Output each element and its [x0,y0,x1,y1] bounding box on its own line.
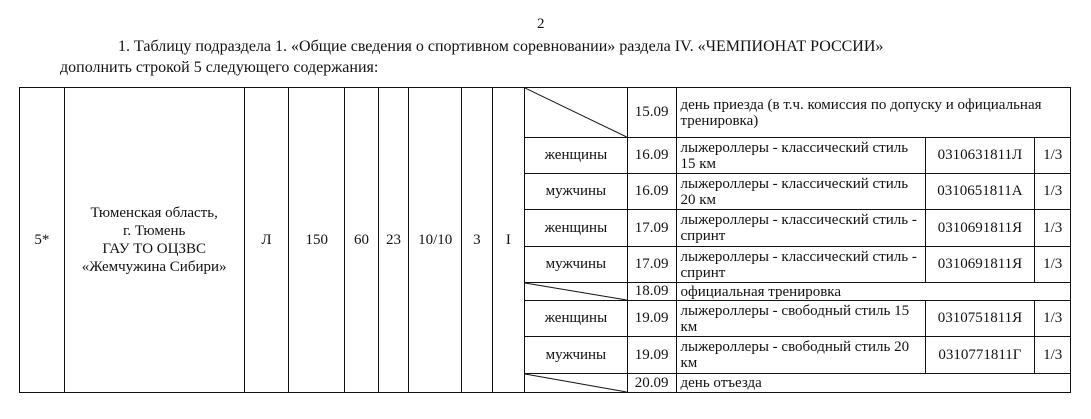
date-cell: 16.09 [627,174,676,210]
cell-col4: 150 [289,88,345,393]
discipline-code: 0310651811А [925,174,1035,210]
count-cell: 1/3 [1035,210,1071,247]
date-cell: 19.09 [627,337,676,374]
count-cell: 1/3 [1035,337,1071,374]
sex-cell: женщины [525,301,628,337]
intro-line-2: дополнить строкой 5 следующего содержания: [60,59,379,76]
sex-cell: женщины [525,210,628,247]
cell-col5: 60 [345,88,379,393]
discipline-code: 0310691811Я [925,247,1035,283]
cell-col7: 10/10 [409,88,462,393]
intro-line-1: 1. Таблицу подраздела 1. «Общие сведения о спортивном соревновании» раздела IV. «ЧЕМПИОНАТ РОССИИ» [118,38,884,55]
competition-table [19,87,1071,393]
date-cell: 17.09 [627,247,676,283]
cell-col6: 23 [378,88,408,393]
count-cell: 1/3 [1035,138,1071,174]
discipline-cell: день приезда (в т.ч. комиссия по допуску и официальная тренировка) [676,88,1070,138]
discipline-cell: лыжероллеры - классический стиль 15 км [676,138,925,174]
intro-paragraph [60,36,1060,78]
diagonal-cell [525,283,628,301]
diagonal-line [525,88,627,137]
diagonal-line [525,283,627,300]
diagonal-line [525,374,627,392]
discipline-cell: лыжероллеры - классический стиль 20 км [676,174,925,210]
discipline-cell: лыжероллеры - классический стиль - спринт [676,247,925,283]
date-cell: 17.09 [627,210,676,247]
sex-cell: женщины [525,138,628,174]
sex-cell: мужчины [525,247,628,283]
date-cell: 19.09 [627,301,676,337]
discipline-code: 0310631811Л [925,138,1035,174]
diagonal-cell [525,374,628,393]
organizer-line: Тюменская область, [90,205,218,221]
row-number: 5* [20,88,65,393]
table-row [20,88,1071,138]
discipline-cell: день отъезда [676,374,1070,393]
discipline-code: 0310751811Я [925,301,1035,337]
organizer-line: г. Тюмень [122,223,186,239]
date-cell: 15.09 [627,88,676,138]
cell-col9: I [492,88,525,393]
discipline-cell: лыжероллеры - свободный стиль 20 км [676,337,925,374]
sex-cell: мужчины [525,174,628,210]
count-cell: 1/3 [1035,174,1071,210]
count-cell: 1/3 [1035,247,1071,283]
organizer-line: «Жемчужина Сибири» [81,259,227,275]
cell-col8: 3 [462,88,492,393]
diagonal-cell [525,88,628,138]
discipline-code: 0310691811Я [925,210,1035,247]
date-cell: 20.09 [627,374,676,393]
discipline-code: 0310771811Г [925,337,1035,374]
date-cell: 18.09 [627,283,676,301]
organizer-line: ГАУ ТО ОЦЗВС [102,241,206,257]
date-cell: 16.09 [627,138,676,174]
page-number: 2 [537,16,545,32]
discipline-cell: лыжероллеры - классический стиль - спринт [676,210,925,247]
discipline-cell: официальная тренировка [676,283,1070,301]
count-cell: 1/3 [1035,301,1071,337]
discipline-cell: лыжероллеры - свободный стиль 15 км [676,301,925,337]
organizer-cell [64,88,244,393]
sex-cell: мужчины [525,337,628,374]
cell-col3: Л [244,88,289,393]
